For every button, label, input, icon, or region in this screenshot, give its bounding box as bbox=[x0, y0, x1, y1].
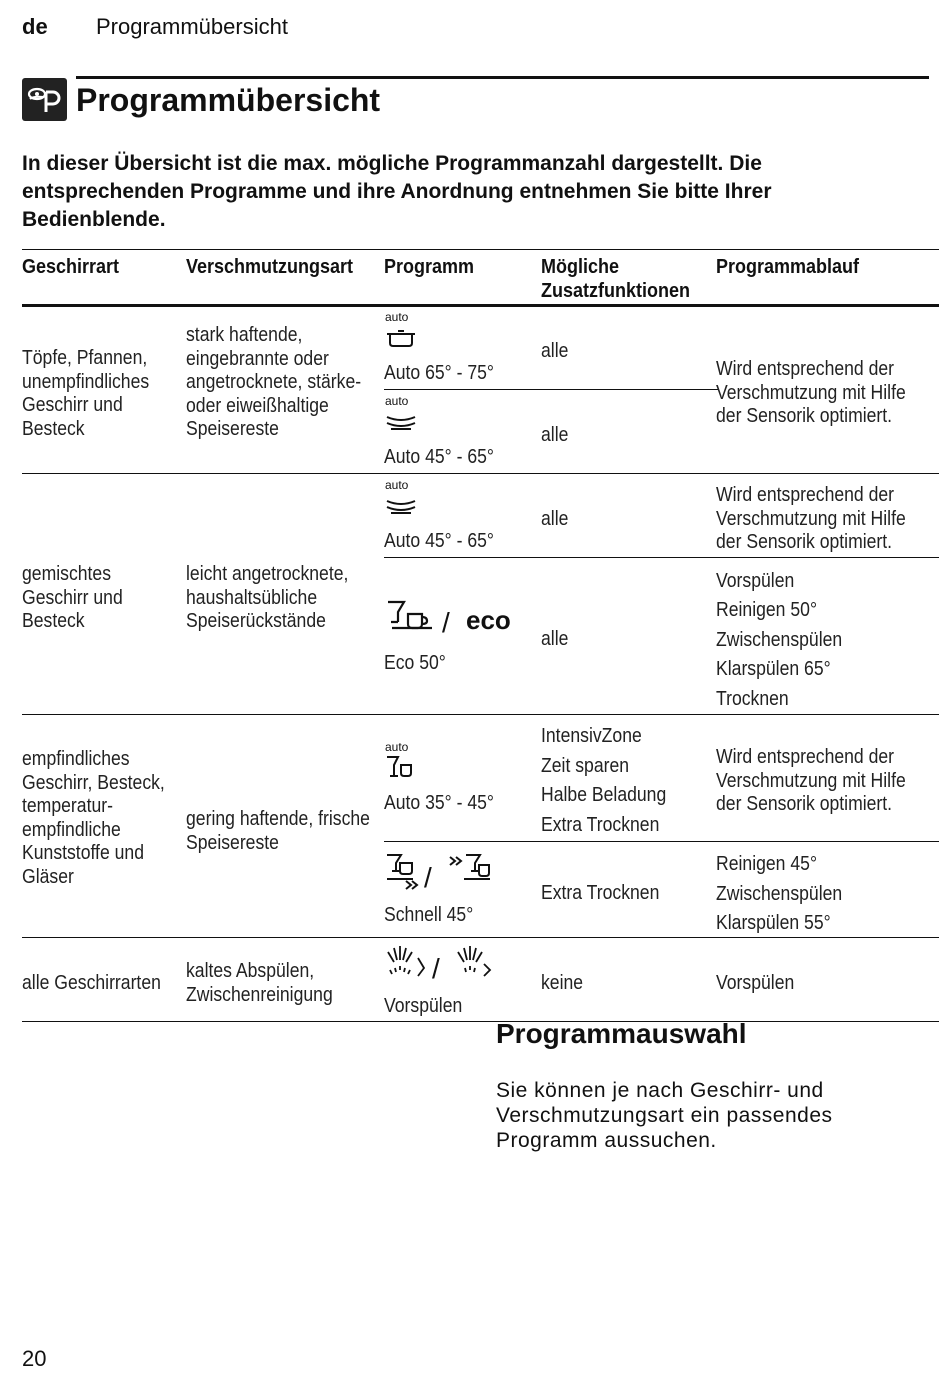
intro-paragraph: In dieser Übersicht ist die max. mögliche Programmanzahl dargestellt. Die entsprechenden Programme und ihre Anordnung entnehmen Sie bitte Ihrer Bedienblende. bbox=[22, 152, 772, 231]
row2-program2-step: Reinigen 50° bbox=[716, 599, 817, 621]
language-code: de bbox=[22, 14, 48, 39]
table-top-rule bbox=[22, 249, 939, 250]
row4-verschmutzungsart: kaltes Abspülen, Zwischenreinigung bbox=[186, 960, 333, 1006]
row3-program2-step: Reinigen 45° bbox=[716, 853, 817, 875]
row3-program1-ablauf: Wird entsprechend der Verschmutzung mit Hilfe der Sensorik optimiert. bbox=[716, 746, 906, 815]
row1-program2-extras: alle bbox=[541, 424, 569, 446]
row2-program1-name: Auto 45° - 65° bbox=[384, 530, 494, 552]
auto-label: auto bbox=[385, 394, 409, 408]
row2-geschirrart: gemischtes Geschirr und Besteck bbox=[22, 563, 123, 632]
auto-plates-icon bbox=[384, 393, 420, 438]
row-divider bbox=[384, 557, 939, 558]
row-divider bbox=[22, 473, 939, 474]
row3-program2-step: Zwischenspülen bbox=[716, 883, 843, 905]
row-divider bbox=[384, 389, 719, 390]
eco-label: eco bbox=[466, 605, 511, 635]
row-divider bbox=[22, 714, 939, 715]
row3-geschirrart: empfindliches Geschirr, Besteck, temperatur-empfindliche Kunststoffe und Gläser bbox=[22, 748, 165, 888]
row2-program2-step: Zwischenspülen bbox=[716, 629, 843, 651]
section-heading-programmauswahl: Programmauswahl bbox=[496, 1018, 747, 1049]
section-paragraph: Sie können je nach Geschirr- und Verschmutzungsart ein passendes Programm aussuchen. bbox=[496, 1079, 833, 1152]
slash: / bbox=[424, 862, 432, 893]
row4-program-extras: keine bbox=[541, 972, 584, 994]
row2-program2-name: Eco 50° bbox=[384, 652, 446, 674]
row3-program2-step: Klarspülen 55° bbox=[716, 912, 831, 934]
auto-label: auto bbox=[385, 310, 409, 324]
header-verschmutzungsart: Verschmutzungsart bbox=[186, 256, 354, 278]
row3-program1-name: Auto 35° - 45° bbox=[384, 792, 494, 814]
row4-program-ablauf: Vorspülen bbox=[716, 972, 795, 994]
table-bottom-rule bbox=[22, 1021, 939, 1022]
header-geschirrart: Geschirrart bbox=[22, 256, 120, 278]
eco-program-icon bbox=[384, 598, 524, 647]
row1-ablauf: Wird entsprechend der Verschmutzung mit Hilfe der Sensorik optimiert. bbox=[716, 358, 906, 427]
auto-plates-icon bbox=[384, 477, 420, 522]
row3-program1-extra: Halbe Beladung bbox=[541, 784, 667, 806]
row3-program1-extra: Zeit sparen bbox=[541, 755, 630, 777]
row4-program-name: Vorspülen bbox=[384, 995, 463, 1017]
row1-program1-extras: alle bbox=[541, 340, 569, 362]
row3-verschmutzungsart: gering haftende, frische Speisereste bbox=[186, 808, 370, 854]
row2-program1-extras: alle bbox=[541, 508, 569, 530]
prewash-icon bbox=[384, 944, 499, 993]
row3-program1-extra: Extra Trocknen bbox=[541, 814, 660, 836]
row2-program2-step: Vorspülen bbox=[716, 570, 795, 592]
row3-program2-extras: Extra Trocknen bbox=[541, 882, 660, 904]
row2-program2-step: Klarspülen 65° bbox=[716, 658, 831, 680]
row1-program2-name: Auto 45° - 65° bbox=[384, 446, 494, 468]
row3-program1-extra: IntensivZone bbox=[541, 725, 642, 747]
row2-program1-ablauf: Wird entsprechend der Verschmutzung mit Hilfe der Sensorik optimiert. bbox=[716, 484, 906, 553]
auto-label: auto bbox=[385, 740, 409, 754]
row-divider bbox=[384, 841, 939, 842]
row1-geschirrart: Töpfe, Pfannen, unempfindliches Geschirr und Besteck bbox=[22, 347, 150, 440]
page-title: Programmübersicht bbox=[76, 82, 381, 118]
row1-program1-name: Auto 65° - 75° bbox=[384, 362, 494, 384]
table-header-rule bbox=[22, 304, 939, 307]
row2-verschmutzungsart: leicht angetrocknete, haushaltsübliche Speiserückstände bbox=[186, 563, 349, 632]
header-programm: Programm bbox=[384, 256, 475, 278]
auto-label: auto bbox=[385, 478, 409, 492]
program-overview-icon bbox=[22, 78, 67, 121]
row4-geschirrart: alle Geschirrarten bbox=[22, 972, 161, 994]
auto-glass-icon bbox=[384, 739, 420, 788]
slash: / bbox=[432, 953, 440, 984]
quick-wash-icon bbox=[384, 851, 499, 900]
slash: / bbox=[442, 607, 450, 638]
auto-pot-icon bbox=[384, 310, 420, 353]
running-header-title: Programmübersicht bbox=[96, 14, 288, 39]
page-number: 20 bbox=[22, 1346, 47, 1371]
row1-verschmutzungsart: stark haftende, eingebrannte oder angetrocknete, stärke- oder eiweißhaltige Speisereste bbox=[186, 324, 362, 440]
header-programmablauf: Programmablauf bbox=[716, 256, 860, 278]
row2-program2-extras: alle bbox=[541, 628, 569, 650]
row2-program2-step: Trocknen bbox=[716, 688, 789, 710]
header-zusatzfunktionen: Mögliche Zusatzfunktionen bbox=[541, 256, 690, 302]
row3-program2-name: Schnell 45° bbox=[384, 904, 474, 926]
header-rule bbox=[76, 76, 929, 79]
